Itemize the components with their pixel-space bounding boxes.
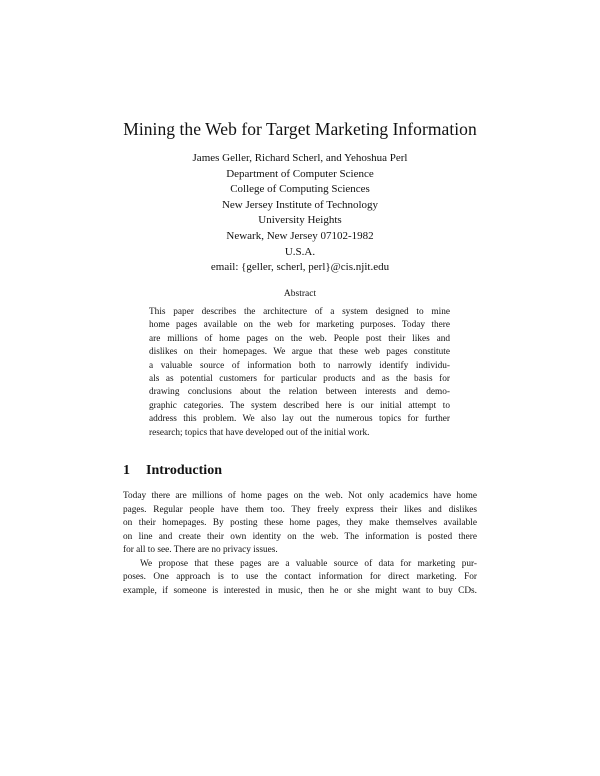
abstract-heading: Abstract: [283, 289, 317, 299]
paragraph-line: on their homepages. By posting these home pages, they make themselves available: [123, 518, 477, 529]
abstract-body: [149, 306, 450, 440]
introduction-body: [123, 490, 477, 598]
paragraph-line: example, if someone is interested in music, then he or she might want to buy CDs.: [123, 585, 477, 596]
section-number: 1: [123, 463, 130, 478]
abstract-line: are millions of home pages on the web. People post their likes and: [149, 333, 450, 344]
affiliation-line: U.S.A.: [284, 245, 316, 258]
abstract-line: This paper describes the architecture of a system designed to mine: [149, 307, 450, 317]
section-heading-introduction: [123, 462, 222, 480]
paragraph-line: for all to see. There are no privacy issues.: [123, 545, 278, 556]
affiliation-line: Newark, New Jersey 07102-1982: [226, 229, 374, 242]
abstract-line: research; topics that have developed out of the initial work.: [149, 427, 370, 438]
author-email: email: {geller, scherl, perl}@cis.njit.edu: [210, 261, 390, 274]
abstract-line: address this problem. We also lay out the numerous topics for further: [149, 414, 450, 425]
abstract-line: home pages available on the web for marketing purposes. Today there: [149, 320, 450, 331]
affiliation-line: New Jersey Institute of Technology: [221, 198, 379, 211]
paragraph-line: pages. Regular people have them too. They freely express their likes and dislikes: [123, 504, 477, 515]
abstract-line: drawing conclusions about the relation between interests and demo-: [149, 387, 450, 398]
author-names: James Geller, Richard Scherl, and Yehoshua Perl: [192, 152, 408, 164]
abstract-line: dislikes on their homepages. We argue that these web pages constitute: [149, 347, 450, 358]
abstract-line: als as potential customers for particular products and as the basis for: [149, 374, 450, 385]
section-title: Introduction: [146, 463, 222, 478]
affiliation-line: University Heights: [258, 214, 342, 227]
abstract-line: a valuable source of information both to narrowly identify individu-: [149, 360, 450, 371]
paragraph-line: on line and create their own identity on the web. The information is posted there: [123, 531, 477, 542]
paragraph-line: Today there are millions of home pages on the web. Not only academics have home: [123, 491, 477, 501]
paragraph-line: We propose that these pages are a valuable source of data for marketing pur-: [140, 558, 477, 569]
affiliation-line: College of Computing Sciences: [230, 183, 370, 196]
affiliation-line: Department of Computer Science: [226, 167, 374, 180]
paper-title: Mining the Web for Target Marketing Information: [123, 119, 477, 139]
author-block: [0, 151, 600, 276]
abstract-line: graphic categories. The system described here is our initial attempt to: [149, 400, 450, 411]
paragraph-line: poses. One approach is to use the contact information for direct marketing. For: [123, 572, 477, 583]
